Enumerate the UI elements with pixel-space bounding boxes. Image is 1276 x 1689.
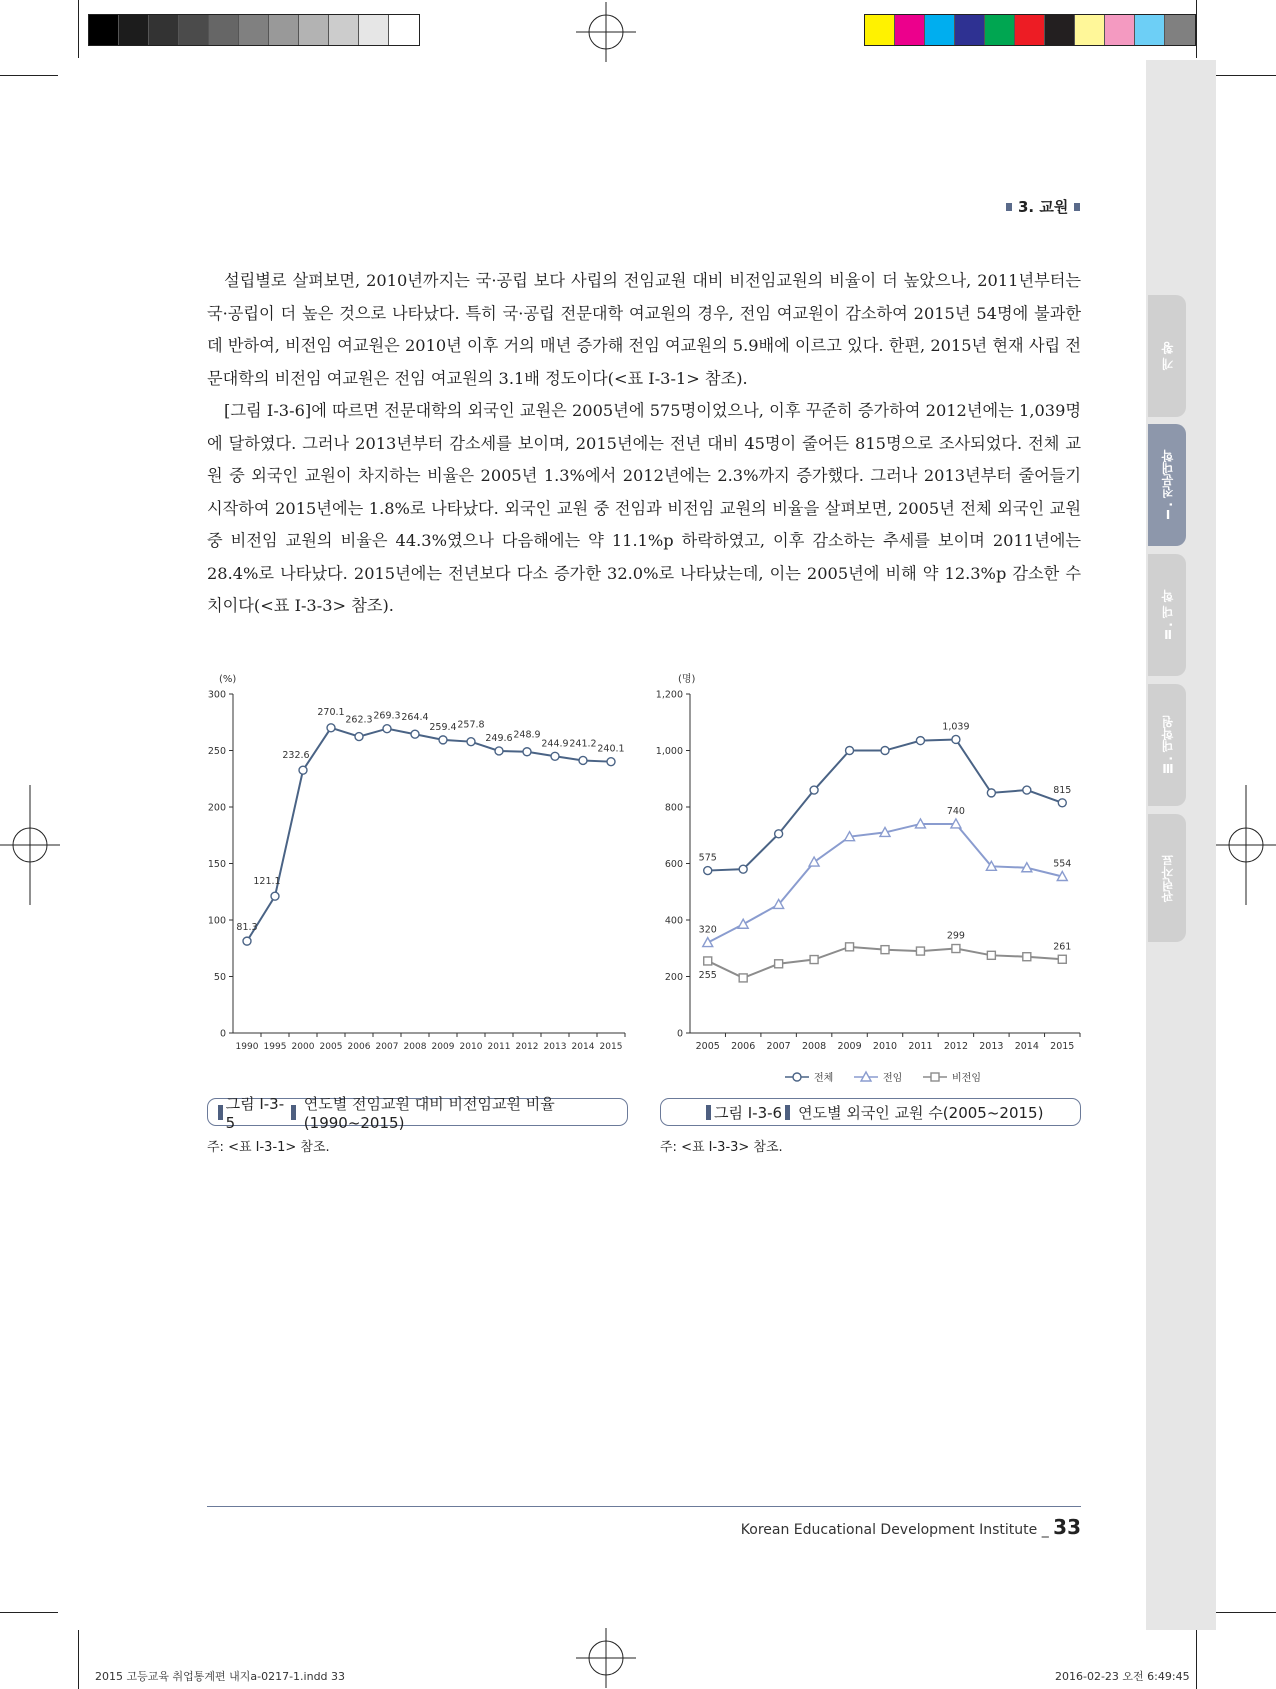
side-tab-overview[interactable] <box>1148 295 1186 417</box>
data-point <box>439 736 447 744</box>
data-point <box>846 943 854 951</box>
side-tab-junior-college[interactable] <box>1148 424 1186 546</box>
data-label: 257.8 <box>457 719 485 731</box>
x-tick-label: 2011 <box>487 1042 511 1052</box>
y-tick-label: 50 <box>213 972 226 983</box>
data-point <box>952 945 960 953</box>
figure-title: 연도별 전임교원 대비 비전임교원 비율(1990~2015) <box>303 1094 555 1132</box>
y-unit-label: (명) <box>678 674 696 685</box>
x-tick-label: 2009 <box>431 1042 455 1052</box>
data-point <box>243 937 251 945</box>
x-tick-label: 2010 <box>872 1041 898 1052</box>
x-tick-label: 2000 <box>291 1042 315 1052</box>
x-tick-label: 2005 <box>695 1041 720 1052</box>
data-point <box>703 938 713 947</box>
x-tick-label: 2014 <box>1014 1041 1039 1052</box>
data-label: 1,039 <box>942 721 970 733</box>
data-point <box>607 758 615 766</box>
data-label: 240.1 <box>597 743 625 755</box>
y-unit-label: (%) <box>219 674 237 685</box>
data-point <box>881 946 889 954</box>
y-tick-label: 250 <box>207 746 226 757</box>
figure-note-1: 주: <표 Ⅰ-3-1> 참조. <box>207 1140 330 1155</box>
data-point <box>704 867 712 875</box>
data-label: 121.1 <box>253 876 281 888</box>
side-tab-label: 관련자료 <box>1160 854 1175 902</box>
y-tick-label: 0 <box>219 1028 226 1040</box>
data-point <box>987 951 995 959</box>
data-point <box>523 748 531 756</box>
data-point <box>383 725 391 733</box>
data-label: 270.1 <box>317 706 345 718</box>
x-tick-label: 1995 <box>263 1042 287 1052</box>
crop-mark <box>1216 1612 1276 1613</box>
data-point <box>775 960 783 968</box>
figure-caption-1 <box>207 1094 628 1132</box>
data-label: 249.6 <box>485 732 513 744</box>
data-point <box>1058 955 1066 963</box>
side-tab-university[interactable] <box>1148 554 1186 676</box>
data-label: 262.3 <box>345 714 373 726</box>
crop-mark <box>1196 1630 1197 1689</box>
side-tab-label: Ⅲ. 대학원 <box>1160 715 1175 775</box>
data-label: 259.4 <box>429 721 457 733</box>
x-tick-label: 2014 <box>571 1042 595 1052</box>
data-point <box>355 733 363 741</box>
legend-label: 전체 <box>814 1073 834 1084</box>
data-label: 248.9 <box>513 729 541 741</box>
crop-mark <box>1216 75 1276 76</box>
side-tab-references[interactable] <box>1148 814 1186 942</box>
data-point <box>1023 953 1031 961</box>
y-tick-label: 200 <box>207 802 226 814</box>
registration-mark-icon <box>576 2 636 62</box>
legend-label: 비전임 <box>952 1073 981 1084</box>
data-point <box>931 1073 939 1081</box>
side-tab-graduate-school[interactable] <box>1148 684 1186 806</box>
grayscale-swatches <box>88 14 420 46</box>
x-tick-label: 2008 <box>403 1042 427 1052</box>
data-label: 815 <box>1053 784 1072 796</box>
data-point <box>551 752 559 760</box>
figure-title: 연도별 외국인 교원 수(2005~2015) <box>798 1103 1044 1122</box>
data-point <box>738 919 748 928</box>
side-tab-label: Ⅱ. 대 학 <box>1160 589 1175 641</box>
data-label: 232.6 <box>282 750 310 762</box>
footer-rule <box>207 1506 1081 1507</box>
color-swatches <box>864 14 1196 46</box>
x-tick-label: 2012 <box>943 1041 969 1052</box>
data-point <box>810 786 818 794</box>
side-tab-label: Ⅰ. 전문대학 <box>1160 449 1175 521</box>
crop-mark <box>0 1612 58 1613</box>
figure-label: 그림 Ⅰ-3-6 <box>714 1103 783 1122</box>
series-line <box>708 824 1063 943</box>
x-tick-label: 2007 <box>766 1041 791 1052</box>
data-label: 320 <box>698 924 717 936</box>
x-tick-label: 2011 <box>908 1041 933 1052</box>
running-head-text: 3. 교원 <box>1018 198 1069 216</box>
caption-marker-icon <box>785 1105 790 1120</box>
data-point <box>793 1073 801 1081</box>
registration-mark-icon <box>0 785 60 905</box>
data-label: 269.3 <box>373 710 401 722</box>
x-tick-label: 2012 <box>515 1042 539 1052</box>
y-tick-label: 150 <box>207 859 226 870</box>
slug-file: 2015 고등교육 취업통계편 내지a-0217-1.indd 33 <box>95 1670 346 1683</box>
chart-ratio-nonfulltime <box>200 660 640 1060</box>
y-tick-label: 300 <box>207 689 226 701</box>
data-point <box>411 730 419 738</box>
y-tick-label: 600 <box>664 859 683 870</box>
side-tab-label: 개 황 <box>1160 341 1175 371</box>
data-point <box>952 735 960 743</box>
body-paragraph-2: [그림 Ⅰ-3-6]에 따르면 전문대학의 외국인 교원은 2005년에 575명이었으나, 이후 꾸준히 증가하여 2012년에는 1,039명에 달하였다. 그러나 2013년부터 감소세를 보이며, 2015년에는 전년 대비 45명이 줄어든 815명으로 조사되었다. 전체 교원 중 외국인 교원이 차지하는 비율은 2005년 1.3%에서 2012년에는 2.3%까지 증가했다. 그러나 2013년부터 줄어들기 시작하여 2015년에는 1.8%로 나타났다. 외국인 교원 중 전임과 비전임 교원의 비율을 살펴보면, 2005년 전체 외국인 교원 중 비전임 교원의 비율은 44.3%였으나 다음해에는 약 11.1%p 하락하였고, 이후 감소하는 추세를 보이며 2011년에는 28.4%로 나타났다. 2015년에는 전년보다 다소 증가한 32.0%로 나타났는데, 이는 2005년에 비해 약 12.3%p 감소한 수치이다(<표 Ⅰ-3-3> 참조). <box>207 401 1081 615</box>
registration-mark-icon <box>1216 785 1276 905</box>
page-number: 33 <box>1053 1515 1081 1539</box>
data-point <box>987 789 995 797</box>
crop-mark <box>78 1630 79 1689</box>
data-point <box>299 766 307 774</box>
crop-mark <box>0 75 58 76</box>
slug-timestamp: 2016-02-23 오전 6:49:45 <box>1055 1670 1190 1683</box>
y-tick-label: 400 <box>664 915 683 927</box>
data-point <box>739 865 747 873</box>
y-tick-label: 0 <box>676 1028 683 1040</box>
data-point <box>1023 786 1031 794</box>
data-point <box>704 957 712 965</box>
x-tick-label: 2005 <box>319 1042 343 1052</box>
y-tick-label: 800 <box>664 802 683 814</box>
y-tick-label: 100 <box>207 915 226 927</box>
data-label: 264.4 <box>401 712 429 724</box>
body-paragraph-1: 설립별로 살펴보면, 2010년까지는 국·공립 보다 사립의 전임교원 대비 비전임교원의 비율이 더 높았으나, 2011년부터는 국·공립이 더 높은 것으로 나타났다. 특히 국·공립 전문대학 여교원의 경우, 전임 여교원이 감소하여 2015년 54명에 불과한데 반하여, 비전임 여교원은 2010년 이후 거의 매년 증가해 전임 여교원의 5.9배에 이르고 있다. 한편, 2015년 현재 사립 전문대학의 비전임 여교원은 전임 여교원의 3.1배 정도이다(<표 Ⅰ-3-1> 참조). <box>207 271 1081 388</box>
data-point <box>846 747 854 755</box>
data-point <box>810 956 818 964</box>
figure-note-2: 주: <표 Ⅰ-3-3> 참조. <box>660 1140 783 1155</box>
figure-label: 그림 Ⅰ-3-5 <box>225 1094 285 1132</box>
x-tick-label: 2013 <box>543 1042 567 1052</box>
data-label: 255 <box>698 969 717 981</box>
bullet-square-icon <box>1074 203 1080 211</box>
x-tick-label: 1990 <box>235 1042 259 1052</box>
data-point <box>775 830 783 838</box>
data-point <box>916 737 924 745</box>
caption-marker-icon <box>218 1105 223 1120</box>
publisher-name: Korean Educational Development Institute _ <box>740 1522 1049 1538</box>
data-label: 740 <box>946 805 965 817</box>
bullet-square-icon <box>1006 203 1012 211</box>
data-point <box>739 974 747 982</box>
x-tick-label: 2015 <box>599 1042 623 1052</box>
series-line <box>708 739 1063 870</box>
chart-foreign-faculty <box>655 660 1095 1090</box>
crop-mark <box>78 0 79 58</box>
x-tick-label: 2015 <box>1050 1041 1075 1052</box>
data-label: 81.3 <box>236 922 258 934</box>
data-label: 244.9 <box>541 738 569 750</box>
data-label: 554 <box>1053 858 1072 870</box>
running-head <box>1000 196 1086 217</box>
data-point <box>327 724 335 732</box>
data-label: 575 <box>698 852 717 864</box>
x-tick-label: 2010 <box>459 1042 483 1052</box>
x-tick-label: 2006 <box>731 1041 756 1052</box>
data-point <box>579 756 587 764</box>
page-footer <box>741 1515 1081 1539</box>
caption-marker-icon <box>291 1105 296 1120</box>
x-tick-label: 2006 <box>347 1042 371 1052</box>
data-point <box>271 892 279 900</box>
y-tick-label: 1,000 <box>655 746 683 757</box>
data-label: 261 <box>1053 941 1072 953</box>
y-tick-label: 200 <box>664 972 683 983</box>
data-label: 241.2 <box>569 738 597 750</box>
x-tick-label: 2007 <box>375 1042 399 1052</box>
crop-mark <box>1196 0 1197 58</box>
data-point <box>916 947 924 955</box>
legend-label: 전임 <box>883 1073 903 1084</box>
data-point <box>495 747 503 755</box>
data-point <box>467 738 475 746</box>
x-tick-label: 2013 <box>979 1041 1004 1052</box>
caption-marker-icon <box>706 1105 711 1120</box>
data-point <box>881 747 889 755</box>
figure-caption-2 <box>660 1098 1081 1126</box>
x-tick-label: 2008 <box>801 1041 827 1052</box>
data-point <box>1058 799 1066 807</box>
y-tick-label: 1,200 <box>655 689 683 701</box>
data-label: 299 <box>946 930 965 942</box>
registration-mark-icon <box>576 1628 636 1688</box>
x-tick-label: 2009 <box>837 1041 862 1052</box>
